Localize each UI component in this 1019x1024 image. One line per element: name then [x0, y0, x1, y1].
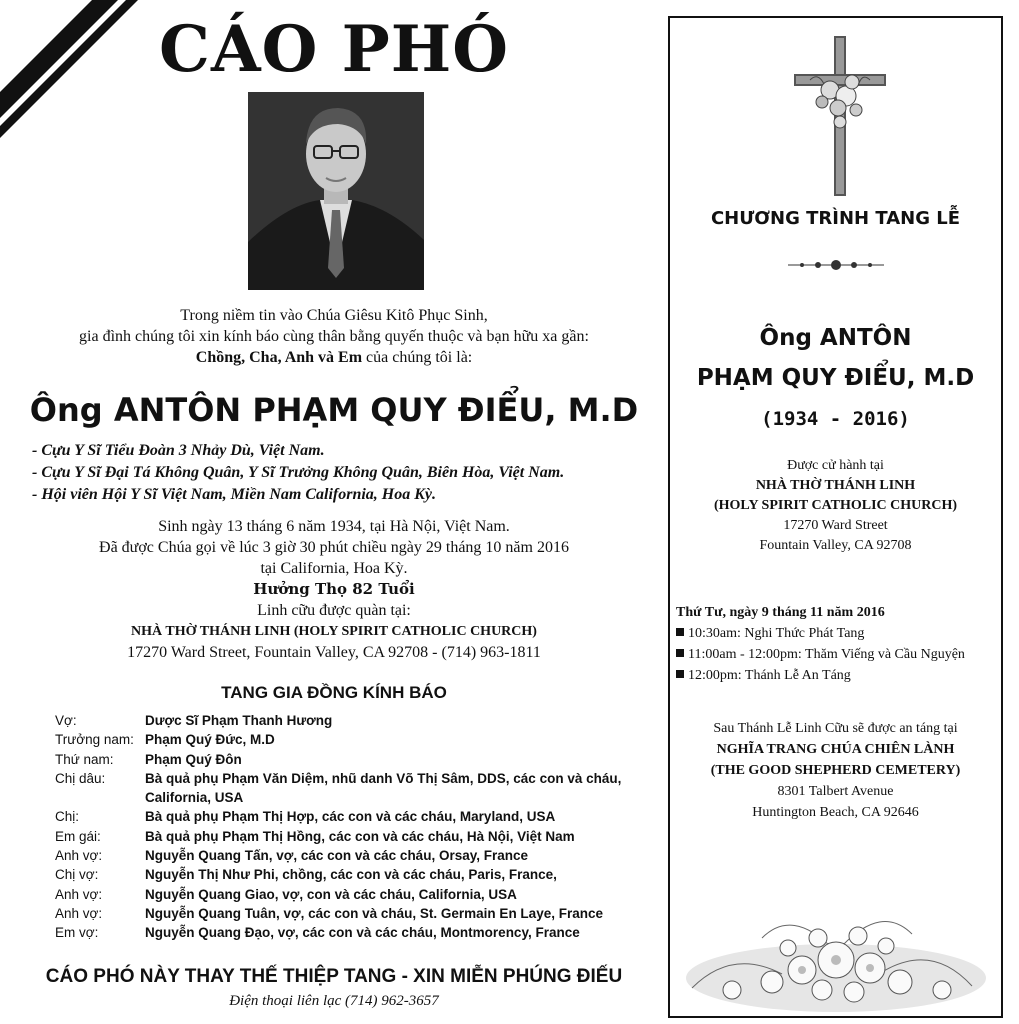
schedule-item-text: 10:30am: Nghi Thức Phát Tang — [688, 626, 865, 641]
intro-line-3-rest: của chúng tôi là: — [362, 349, 473, 366]
death-place: tại California, Hoa Kỳ. — [260, 560, 408, 577]
cemetery-street: 8301 Talbert Avenue — [777, 784, 894, 799]
family-members-names: Phạm Quý Đức, M.D — [145, 732, 275, 748]
venue-city: Fountain Valley, CA 92708 — [759, 538, 912, 553]
bullet-icon — [676, 649, 684, 657]
deceased-name: Ông ANTÔN PHẠM QUY ĐIỂU, M.D — [29, 391, 639, 429]
family-row — [55, 769, 655, 808]
family-members-names: Nguyễn Quang Giao, vợ, con và các cháu, California, USA — [145, 886, 517, 902]
family-row — [55, 865, 655, 884]
program-heading: CHƯƠNG TRÌNH TANG LỄ — [710, 208, 961, 229]
ornament-divider-icon — [788, 256, 884, 274]
family-members-names: Bà quả phụ Phạm Thị Hồng, các con và các cháu, Hà Nội, Việt Nam — [145, 828, 575, 844]
family-row — [55, 711, 655, 730]
schedule-item-text: 12:00pm: Thánh Lễ An Táng — [688, 668, 851, 683]
age-at-death: Hưởng Thọ 82 Tuổi — [253, 580, 415, 598]
title-item: - Cựu Y Sĩ Tiểu Đoàn 3 Nhảy Dù, Việt Nam. — [32, 442, 325, 459]
family-relation: Chị vợ: — [55, 867, 99, 883]
family-members-names: Nguyễn Quang Tuân, vợ, các con và cháu, St. Germain En Laye, France — [145, 905, 603, 921]
family-row — [55, 904, 655, 923]
family-members-names: Bà quả phụ Phạm Thị Hợp, các con và các cháu, Maryland, USA — [145, 809, 556, 825]
venue-name-en: (HOLY SPIRIT CATHOLIC CHURCH) — [713, 498, 958, 513]
burial-info — [670, 718, 1001, 823]
bullet-icon — [676, 670, 684, 678]
program-years: (1934 - 2016) — [761, 408, 910, 430]
intro-text — [0, 305, 668, 368]
program-name-line-2: PHẠM QUY ĐIỂU, M.D — [696, 365, 975, 391]
family-list — [55, 711, 655, 943]
family-row — [55, 750, 655, 769]
family-relation: Chị dâu: — [55, 770, 106, 786]
family-relation: Thứ nam: — [55, 751, 114, 767]
cross-icon — [790, 36, 890, 196]
schedule-item — [676, 665, 1001, 686]
service-date: Thứ Tư, ngày 9 tháng 11 năm 2016 — [676, 605, 885, 620]
family-members-names: Dược Sĩ Phạm Thanh Hương — [145, 713, 333, 728]
family-members-names: Nguyễn Quang Tấn, vợ, các con và các cháu, Orsay, France — [145, 848, 528, 864]
flower-arrangement-image — [672, 878, 999, 1016]
family-relation: Em gái: — [55, 828, 101, 844]
family-row — [55, 807, 655, 826]
family-row — [55, 885, 655, 904]
page-title: CÁO PHÓ — [159, 12, 509, 87]
cemetery-name-en: (THE GOOD SHEPHERD CEMETERY) — [710, 763, 961, 778]
bullet-icon — [676, 628, 684, 636]
intro-line-2: gia đình chúng tôi xin kính báo cùng thân bằng quyến thuộc và bạn hữu xa gần: — [79, 328, 589, 345]
family-relation: Trưởng nam: — [55, 732, 134, 748]
contact-phone: Điện thoại liên lạc (714) 962-3657 — [229, 993, 439, 1009]
birth-info: Sinh ngày 13 tháng 6 năm 1934, tại Hà Nội, Việt Nam. — [158, 518, 510, 535]
burial-intro: Sau Thánh Lễ Linh Cữu sẽ được an táng tại — [713, 721, 958, 736]
family-relation: Em vợ: — [55, 925, 99, 941]
closing-notice: CÁO PHÓ NÀY THAY THẾ THIỆP TANG - XIN MIỄN PHÚNG ĐIẾU — [45, 966, 623, 987]
program-name-line-1: Ông ANTÔN — [759, 325, 912, 351]
lying-in-state-label: Linh cữu được quàn tại: — [257, 602, 411, 619]
program-deceased-name — [670, 318, 1001, 398]
family-relation: Chị: — [55, 809, 80, 825]
biography — [0, 516, 668, 663]
family-members-names: Nguyễn Thị Như Phi, chồng, các con và các cháu, Paris, France, — [145, 867, 557, 883]
family-members-names: Bà quả phụ Phạm Văn Diệm, nhũ danh Võ Thị Sâm, DDS, các con và cháu, California, USA — [145, 770, 622, 806]
intro-line-1: Trong niềm tin vào Chúa Giêsu Kitô Phục Sinh, — [180, 307, 488, 324]
venue-name-vn: NHÀ THỜ THÁNH LINH — [755, 478, 916, 493]
church-address: 17270 Ward Street, Fountain Valley, CA 92708 - (714) 963-1811 — [127, 644, 541, 661]
schedule-item-text: 11:00am - 12:00pm: Thăm Viếng và Cầu Nguyện — [688, 647, 965, 662]
portrait-photo — [248, 92, 424, 290]
title-item: - Hội viên Hội Y Sĩ Việt Nam, Miền Nam California, Hoa Kỳ. — [32, 486, 437, 503]
family-row — [55, 730, 655, 749]
family-members-names: Phạm Quý Đôn — [145, 751, 242, 767]
family-heading: TANG GIA ĐỒNG KÍNH BÁO — [221, 683, 447, 702]
schedule-item — [676, 644, 1001, 665]
family-relation: Vợ: — [55, 713, 77, 728]
family-relation: Anh vợ: — [55, 905, 103, 921]
intro-relation: Chồng, Cha, Anh và Em — [195, 349, 363, 366]
title-item: - Cựu Y Sĩ Đại Tá Không Quân, Y Sĩ Trưởng Không Quân, Biên Hòa, Việt Nam. — [32, 464, 565, 481]
church-name: NHÀ THỜ THÁNH LINH (HOLY SPIRIT CATHOLIC CHURCH) — [131, 624, 537, 639]
family-relation: Anh vợ: — [55, 886, 103, 902]
family-relation: Anh vợ: — [55, 848, 103, 864]
deceased-titles — [32, 440, 662, 506]
intro-line-3 — [0, 347, 668, 368]
held-at-label: Được cử hành tại — [787, 458, 884, 473]
venue-info — [670, 456, 1001, 556]
schedule-item — [676, 623, 1001, 644]
funeral-program-panel — [668, 16, 1003, 1018]
family-row — [55, 846, 655, 865]
venue-street: 17270 Ward Street — [783, 518, 888, 533]
family-row — [55, 923, 655, 942]
family-members-names: Nguyễn Quang Đạo, vợ, các con và các cháu, Montmorency, France — [145, 925, 580, 941]
service-schedule — [676, 602, 1001, 686]
cemetery-name-vn: NGHĨA TRANG CHÚA CHIÊN LÀNH — [716, 742, 955, 757]
family-row — [55, 827, 655, 846]
death-info: Đã được Chúa gọi về lúc 3 giờ 30 phút chiều ngày 29 tháng 10 năm 2016 — [99, 539, 569, 556]
cemetery-city: Huntington Beach, CA 92646 — [752, 805, 919, 820]
